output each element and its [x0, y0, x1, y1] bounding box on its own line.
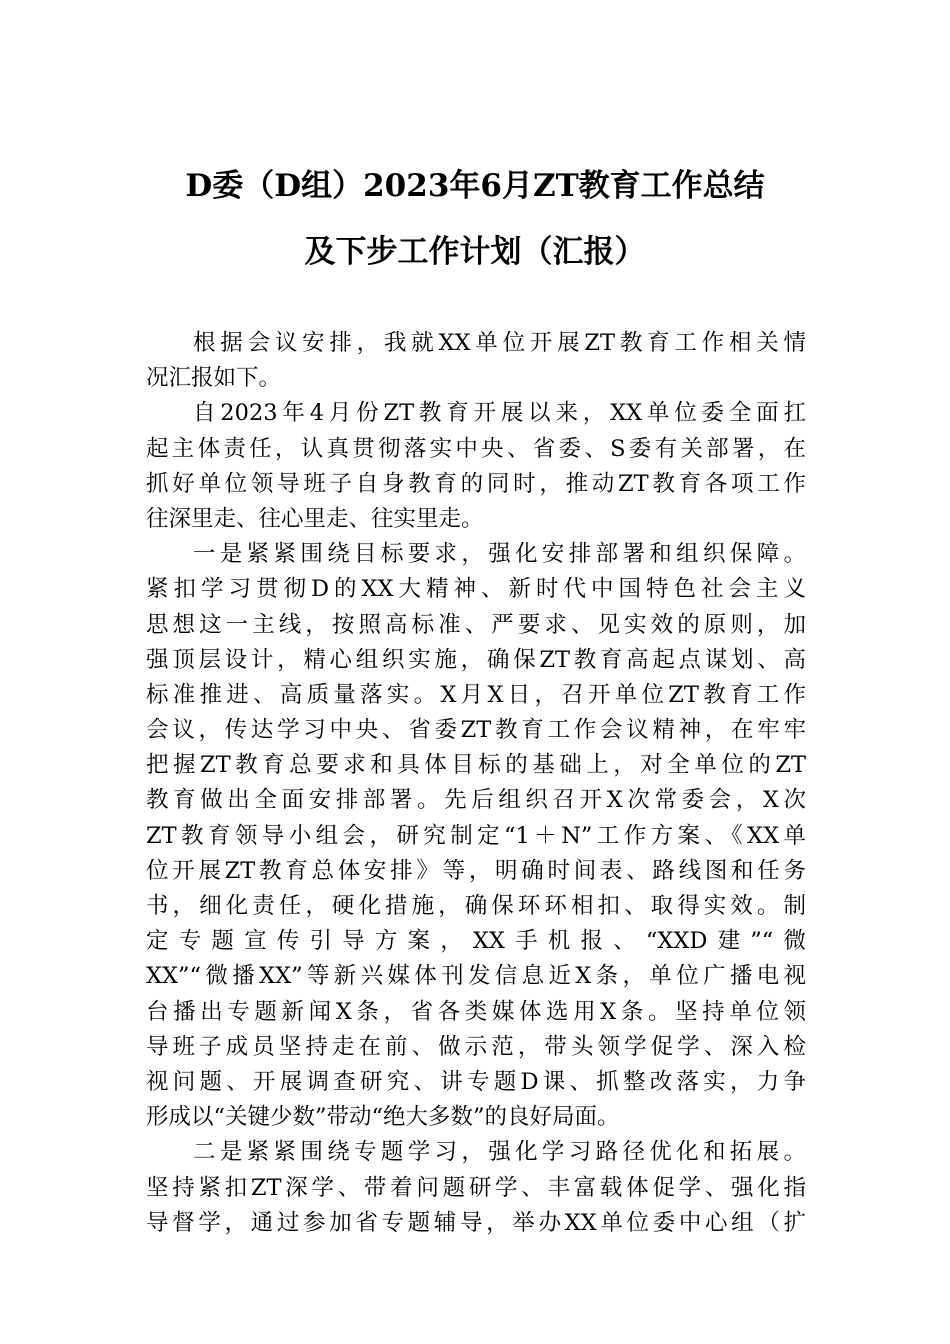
text-line: 形成以“关键少数”带动“绝大多数”的良好局面。 — [146, 1104, 620, 1131]
text-line: XX”“微播XX”等新兴媒体刊发信息近X条，单位广播电视 — [146, 963, 806, 990]
paragraph-point-one — [146, 537, 806, 1135]
document-title-line-1: D委（D组）2023年6月ZT教育工作总结 — [185, 168, 765, 204]
text-line: 二是紧紧围绕专题学习，强化学习路径优化和拓展。 — [193, 1139, 806, 1166]
document-body — [146, 326, 806, 1241]
text-line: 定专题宣传引导方案，XX手机报、“XXD建”“微 — [146, 928, 806, 955]
text-line: 导班子成员坚持走在前、做示范，带头领学促学、深入检 — [146, 1033, 806, 1060]
text-line: 自2023年4月份ZT教育开展以来，XX单位委全面扛 — [193, 400, 806, 427]
text-line: ZT教育领导小组会，研究制定“1＋N”工作方案、《XX单 — [146, 822, 806, 849]
text-line: 往深里走、往心里走、往实里走。 — [146, 505, 484, 532]
paragraph-intro — [146, 326, 806, 396]
text-line: 紧扣学习贯彻D的XX大精神、新时代中国特色社会主义 — [146, 576, 806, 603]
text-line: 根据会议安排，我就XX单位开展ZT教育工作相关情 — [193, 330, 806, 356]
text-line: 书，细化责任，硬化措施，确保环环相扣、取得实效。制 — [146, 893, 806, 919]
document-title-line-2: 及下步工作计划（汇报） — [304, 234, 646, 270]
text-line: 台播出专题新闻X条，省各类媒体选用X条。坚持单位领 — [146, 998, 806, 1025]
text-line: 强顶层设计，精心组织实施，确保ZT教育高起点谋划、高 — [146, 646, 806, 673]
text-line: 视问题、开展调查研究、讲专题D课、抓整改落实，力争 — [146, 1068, 806, 1095]
text-line: 抓好单位领导班子自身教育的同时，推动ZT教育各项工作 — [146, 470, 806, 497]
text-line: 思想这一主线，按照高标准、严要求、见实效的原则，加 — [146, 611, 806, 638]
text-line: 导督学，通过参加省专题辅导，举办XX单位委中心组（扩 — [146, 1209, 806, 1236]
text-line: 一是紧紧围绕目标要求，强化安排部署和组织保障。 — [193, 541, 806, 568]
paragraph-point-two — [146, 1135, 806, 1241]
text-line: 教育做出全面安排部署。先后组织召开X次常委会，X次 — [146, 787, 806, 814]
text-line: 把握ZT教育总要求和具体目标的基础上，对全单位的ZT — [146, 752, 806, 779]
text-line: 会议，传达学习中央、省委ZT教育工作会议精神，在牢牢 — [146, 717, 806, 744]
text-line: 标准推进、高质量落实。X月X日，召开单位ZT教育工作 — [146, 681, 806, 708]
text-line: 坚持紧扣ZT深学、带着问题研学、丰富载体促学、强化指 — [146, 1174, 806, 1201]
paragraph-overview — [146, 396, 806, 537]
text-line: 况汇报如下。 — [146, 365, 282, 392]
text-line: 位开展ZT教育总体安排》等，明确时间表、路线图和任务 — [146, 857, 806, 884]
text-line: 起主体责任，认真贯彻落实中央、省委、S委有关部署，在 — [146, 435, 806, 462]
